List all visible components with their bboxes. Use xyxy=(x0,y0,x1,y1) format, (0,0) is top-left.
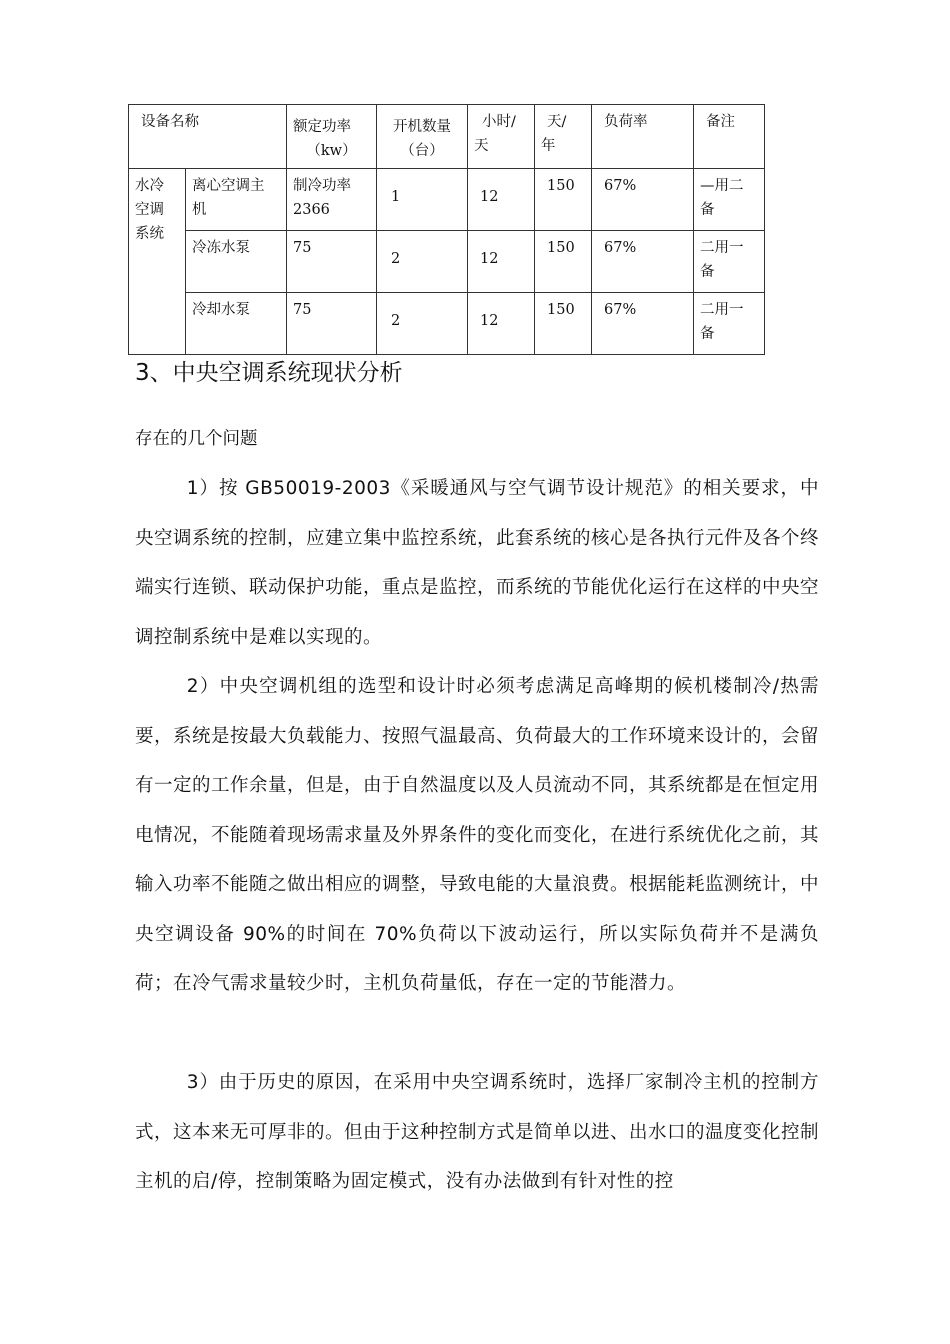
equip-note: 二用一 备 xyxy=(694,293,765,355)
header-power: 额定功率 （kw） xyxy=(287,105,377,169)
equip-count: 1 xyxy=(377,169,468,231)
equip-load: 67% xyxy=(592,293,694,355)
header-name: 设备名称 xyxy=(129,105,287,169)
paragraph-3: 3）由于历史的原因，在采用中央空调系统时，选择厂家制冷主机的控制方式，这本来无可厚非的。但由于这种控制方式是简单以进、出水口的温度变化控制主机的启/停，控制策略为固定模式，没有办法做到有针对性的控 xyxy=(135,1072,820,1192)
equip-note: —用二 备 xyxy=(694,169,765,231)
header-days: 天/ 年 xyxy=(535,105,592,169)
table-row xyxy=(129,231,765,293)
paragraph-1: 1）按 GB50019-2003《采暖通风与空气调节设计规范》的相关要求，中央空调系统的控制，应建立集中监控系统，此套系统的核心是各执行元件及各个终端实行连锁、联动保护功能，重点是监控，而系统的节能优化运行在这样的中央空调控制系统中是难以实现的。 xyxy=(135,478,820,648)
equip-hours: 12 xyxy=(468,231,535,293)
section-title: 3、中央空调系统现状分析 xyxy=(135,360,403,386)
paragraph-2: 2）中央空调机组的选型和设计时必须考虑满足高峰期的候机楼制冷/热需要，系统是按最大负载能力、按照气温最高、负荷最大的工作环境来设计的，会留有一定的工作余量，但是，由于自然温度以及人员流动不同，其系统都是在恒定用电情况，不能随着现场需求量及外界条件的变化而变化，在进行系统优化之前，其输入功率不能随之做出相应的调整，导致电能的大量浪费。根据能耗监测统计，中央空调设备 90%的时间在 70%负荷以下波动运行，所以实际负荷并不是满负荷；在冷气需求量较少时，主机负荷量低，存在一定的节能潜力。 xyxy=(135,676,820,994)
equip-hours: 12 xyxy=(468,293,535,355)
header-count: 开机数量 （台） xyxy=(377,105,468,169)
equip-name: 冷却水泵 xyxy=(186,293,287,355)
equip-count: 2 xyxy=(377,293,468,355)
equip-note: 二用一 备 xyxy=(694,231,765,293)
group-label: 水冷 空调 系统 xyxy=(129,169,186,355)
equip-power: 75 xyxy=(287,231,377,293)
header-hours: 小时/ 天 xyxy=(468,105,535,169)
equip-hours: 12 xyxy=(468,169,535,231)
equip-name: 离心空调主 机 xyxy=(186,169,287,231)
equip-days: 150 xyxy=(535,293,592,355)
equip-power: 75 xyxy=(287,293,377,355)
equip-days: 150 xyxy=(535,231,592,293)
section-subtitle: 存在的几个问题 xyxy=(135,429,258,449)
table-header-row xyxy=(129,105,765,169)
header-note: 备注 xyxy=(694,105,765,169)
header-load: 负荷率 xyxy=(592,105,694,169)
equip-days: 150 xyxy=(535,169,592,231)
equip-count: 2 xyxy=(377,231,468,293)
equip-load: 67% xyxy=(592,169,694,231)
table-row xyxy=(129,293,765,355)
equipment-table xyxy=(128,104,765,355)
equip-load: 67% xyxy=(592,231,694,293)
table-row xyxy=(129,169,765,231)
equip-name: 冷冻水泵 xyxy=(186,231,287,293)
equip-power: 制冷功率 2366 xyxy=(287,169,377,231)
